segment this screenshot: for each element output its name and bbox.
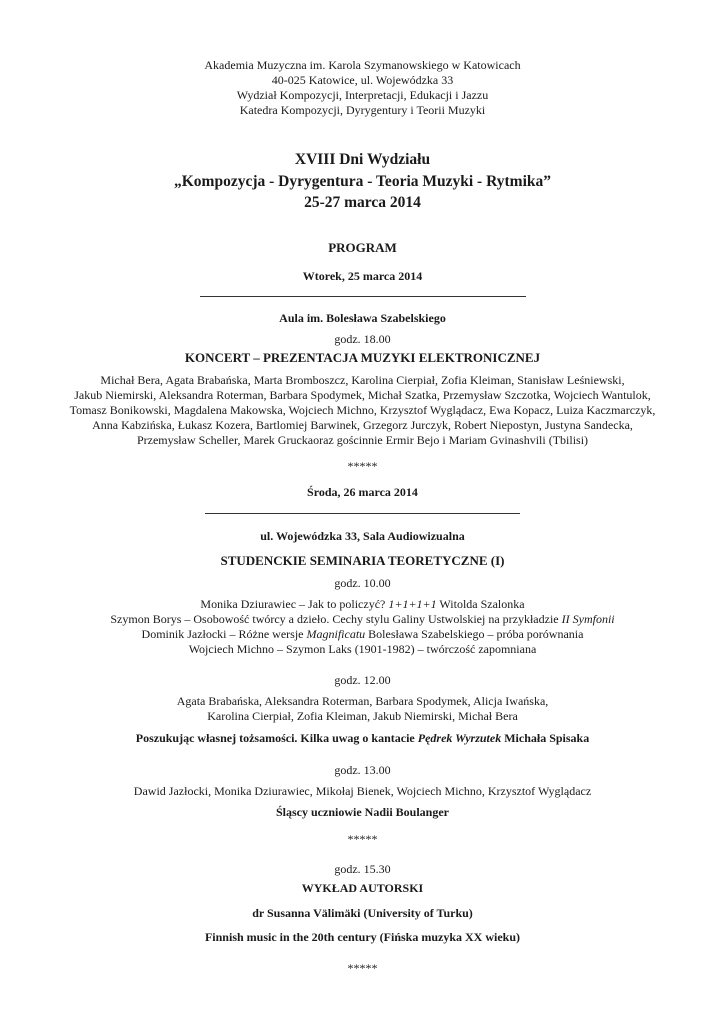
faculty-name: Wydział Kompozycji, Interpretacji, Edukacji i Jazzu xyxy=(236,88,489,102)
performers-line: Tomasz Bonikowski, Magdalena Makowska, Wojciech Michno, Krzysztof Wyglądacz, Ewa Kopacz, Luiza Kaczmarczyk, xyxy=(69,403,656,417)
lecture-time: godz. 15.30 xyxy=(334,862,391,876)
day1-venue: Aula im. Bolesława Szabelskiego xyxy=(279,311,446,325)
work-title: Pędrek Wyrzutek xyxy=(417,731,502,745)
session3-title: Śląscy uczniowie Nadii Boulanger xyxy=(275,805,449,819)
event-title-line1: XVIII Dni Wydziału xyxy=(294,151,431,168)
day2-date: Środa, 26 marca 2014 xyxy=(307,485,418,499)
day1-event-title: KONCERT – PREZENTACJA MUZYKI ELEKTRONICZNEJ xyxy=(184,350,541,365)
talk-entry: Monika Dziurawiec – Jak to policzyć? 1+1+1+1 Witolda Szalonka xyxy=(200,597,525,611)
institution-name: Akademia Muzyczna im. Karola Szymanowskiego w Katowicach xyxy=(204,58,521,72)
session2-title: Poszukując własnej tożsamości. Kilka uwag o kantacie Pędrek Wyrzutek Michała Spisaka xyxy=(135,731,590,745)
session3-time: godz. 13.00 xyxy=(334,763,391,777)
performers-line: Jakub Niemirski, Aleksandra Roterman, Barbara Spodymek, Michał Szatka, Przemysław Szczotka, Wojciech Wantulok, xyxy=(74,388,651,402)
session2-participants: Karolina Cierpiał, Zofia Kleiman, Jakub Niemirski, Michał Bera xyxy=(207,709,518,723)
work-title: II Symfonii xyxy=(561,612,615,626)
section-separator: ***** xyxy=(347,961,378,975)
institution-address: 40-025 Katowice, ul. Wojewódzka 33 xyxy=(271,73,454,87)
lecture-speaker: dr Susanna Välimäki (University of Turku) xyxy=(252,906,473,920)
talk-entry: Wojciech Michno – Szymon Laks (1901-1982) – twórczość zapomniana xyxy=(188,642,537,656)
program-heading: PROGRAM xyxy=(328,240,397,255)
work-title: Magnificatu xyxy=(306,627,366,641)
session3-participants: Dawid Jazłocki, Monika Dziurawiec, Mikołaj Bienek, Wojciech Michno, Krzysztof Wyglądacz xyxy=(133,784,592,798)
day1-date: Wtorek, 25 marca 2014 xyxy=(302,269,423,283)
performers-line: Michał Bera, Agata Brabańska, Marta Bromboszcz, Karolina Cierpiał, Zofia Kleiman, Stanisław Leśniewski, xyxy=(100,373,625,387)
talk-entry: Szymon Borys – Osobowość twórcy a dzieło. Cechy stylu Galiny Ustwolskiej na przykładzie II Symfonii xyxy=(110,612,615,626)
lecture-title: Finnish music in the 20th century (Fińska muzyka XX wieku) xyxy=(204,930,521,944)
section-separator: ***** xyxy=(347,832,378,846)
session1-time: godz. 10.00 xyxy=(334,576,391,590)
day2-venue: ul. Wojewódzka 33, Sala Audiowizualna xyxy=(260,529,465,543)
event-dates: 25-27 marca 2014 xyxy=(304,194,421,211)
day1-divider xyxy=(200,296,526,297)
work-title: 1+1+1+1 xyxy=(388,597,437,611)
day1-time: godz. 18.00 xyxy=(334,332,391,346)
session2-time: godz. 12.00 xyxy=(334,673,391,687)
lecture-heading: WYKŁAD AUTORSKI xyxy=(301,881,424,895)
day2-divider xyxy=(205,513,520,514)
session2-participants: Agata Brabańska, Aleksandra Roterman, Barbara Spodymek, Alicja Iwańska, xyxy=(176,694,549,708)
performers-line: Anna Kabzińska, Łukasz Kozera, Bartlomiej Barwinek, Grzegorz Jurczyk, Robert Niepostyn, Justyna Sandecka, xyxy=(92,418,633,432)
performers-line: Przemysław Scheller, Marek Gruckaoraz gościnnie Ermir Bejo i Mariam Gvinashvili (Tbilisi) xyxy=(136,433,589,447)
day2-event-title: STUDENCKIE SEMINARIA TEORETYCZNE (I) xyxy=(220,553,505,568)
section-separator: ***** xyxy=(347,459,378,473)
department-name: Katedra Kompozycji, Dyrygentury i Teorii Muzyki xyxy=(239,103,486,117)
event-title-line2: „Kompozycja - Dyrygentura - Teoria Muzyki - Rytmika” xyxy=(173,173,551,190)
talk-entry: Dominik Jazłocki – Różne wersje Magnificatu Bolesława Szabelskiego – próba porównania xyxy=(141,627,584,641)
